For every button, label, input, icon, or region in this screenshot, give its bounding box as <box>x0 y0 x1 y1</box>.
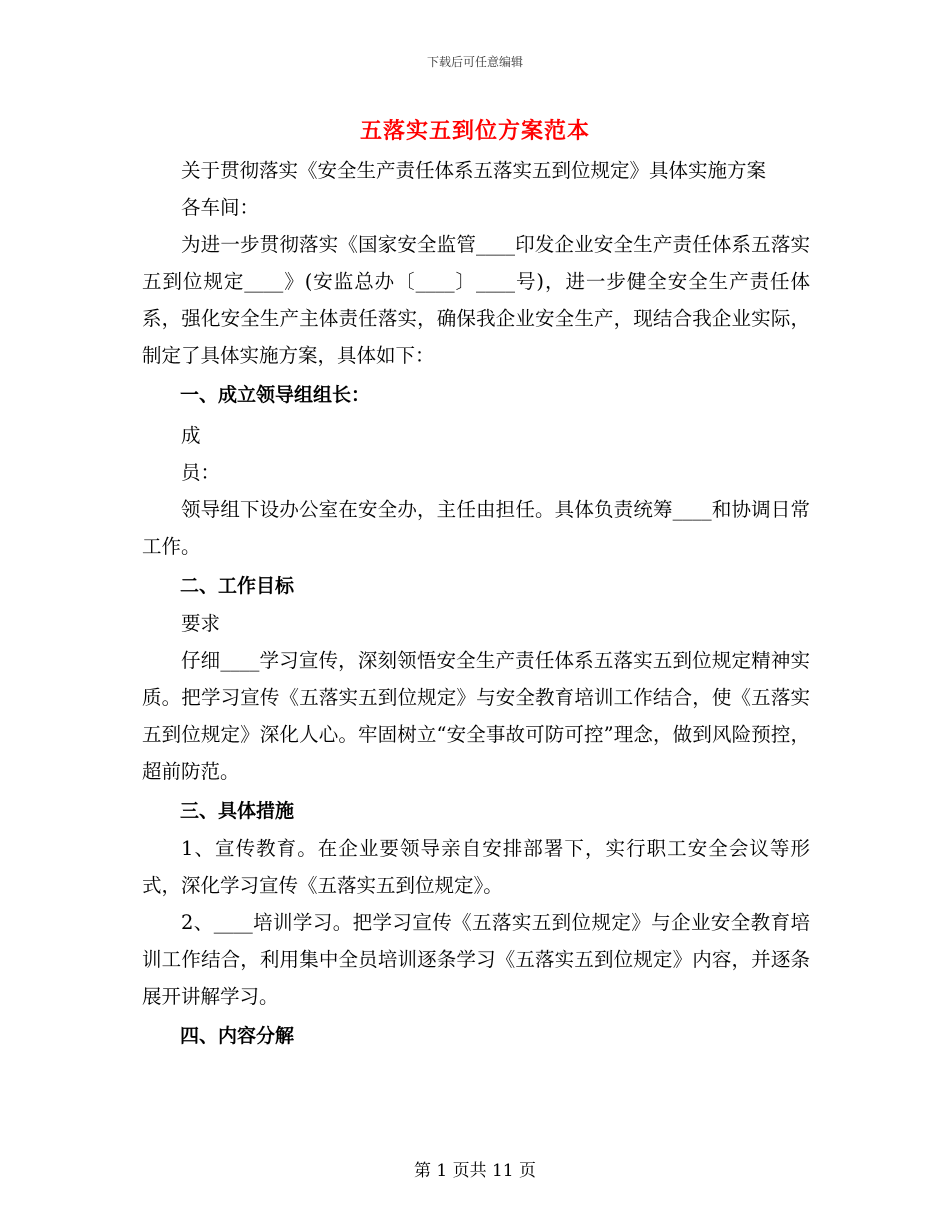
section3-item2: 2、____培训学习。把学习宣传《五落实五到位规定》与企业安全教育培训工作结合，利用集中全员培训逐条学习《五落实五到位规定》内容，并逐条展开讲解学习。 <box>142 911 810 1008</box>
section1-heading: 一、成立领导组组长： <box>180 384 371 406</box>
greeting-paragraph: 各车间： <box>181 196 260 219</box>
section2-heading: 二、工作目标 <box>180 575 295 597</box>
section3-item1: 1、宣传教育。在企业要领导亲自安排部署下，实行职工安全会议等形式，深化学习宣传《五落实五到位规定》。 <box>142 837 810 897</box>
section1-members-line1: 成 <box>181 424 201 447</box>
document-body <box>142 152 810 1055</box>
section1-office-paragraph: 领导组下设办公室在安全办，主任由担任。具体负责统筹____和协调日常工作。 <box>142 498 810 558</box>
section4-heading: 四、内容分解 <box>180 1025 295 1047</box>
section2-body-paragraph: 仔细____学习宣传，深刻领悟安全生产责任体系五落实五到位规定精神实质。把学习宣传《五落实五到位规定》与安全教育培训工作结合，使《五落实五到位规定》深化人心。牢固树立“安全事故可防可控”理念，做到风险预控，超前防范。 <box>142 649 810 783</box>
purpose-paragraph: 为进一步贯彻落实《国家安全监管____印发企业安全生产责任体系五落实五到位规定____》(安监总办〔____〕____号)，进一步健全安全生产责任体系，强化安全生产主体责任落实，确保我企业安全生产，现结合我企业实际，制定了具体实施方案，具体如下： <box>142 233 810 367</box>
section2-require: 要求 <box>181 612 221 635</box>
document-title: 五落实五到位方案范本 <box>359 118 590 144</box>
section1-members-line2: 员： <box>181 461 221 484</box>
section3-heading: 三、具体措施 <box>180 800 295 822</box>
header-note: 下载后可任意编辑 <box>426 55 523 69</box>
intro-paragraph: 关于贯彻落实《安全生产责任体系五落实五到位规定》具体实施方案 <box>181 159 767 182</box>
page-footer: 第 1 页共 11 页 <box>413 1161 537 1181</box>
